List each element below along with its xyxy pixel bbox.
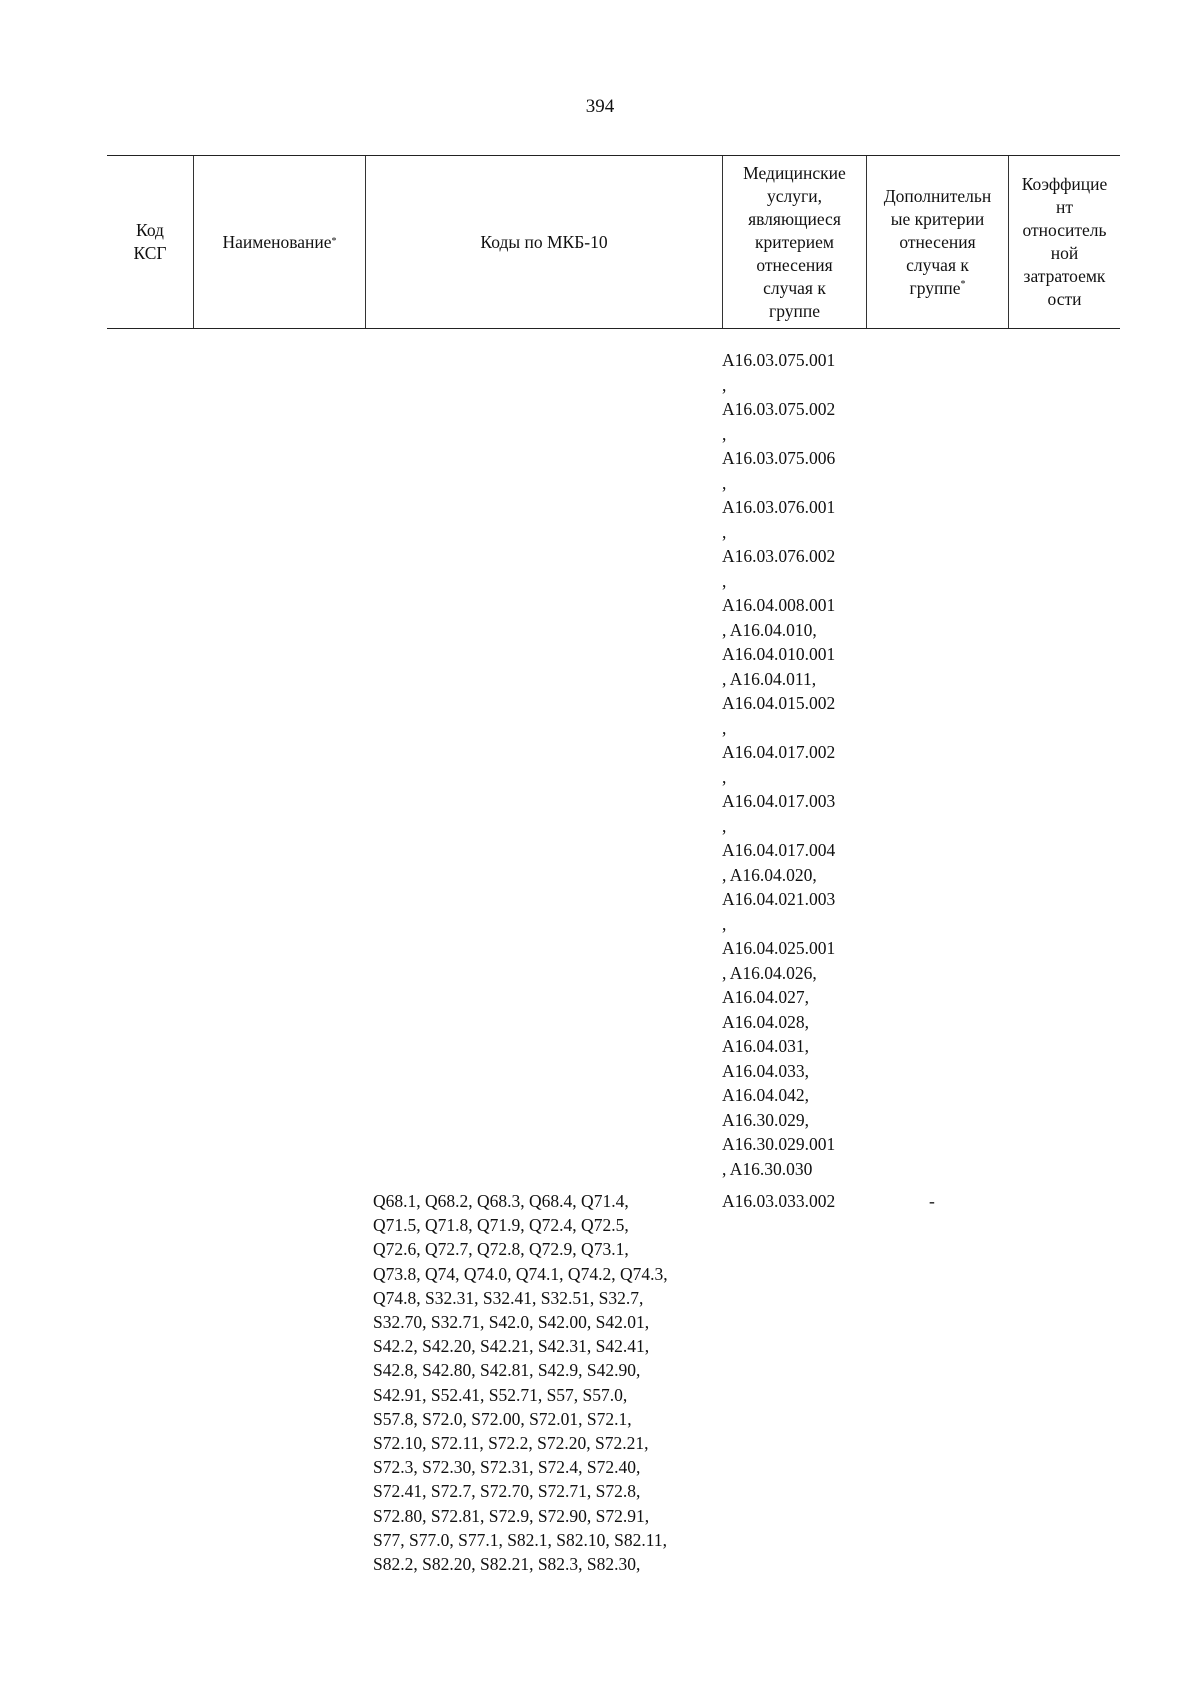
service-code-line: A16.04.042, (722, 1085, 810, 1105)
service-code-line: , (722, 472, 727, 493)
mkb-code-line: Q73.8, Q74, Q74.0, Q74.1, Q74.2, Q74.3, (373, 1263, 668, 1284)
service-code-line: , A16.30.030 (722, 1158, 813, 1179)
header-additional-criteria-line: ые критерии (890, 208, 985, 229)
service-code-line: A16.04.025.001 (722, 938, 836, 958)
service-code-line: , A16.04.011, (722, 668, 817, 689)
header-name: Наименование * (193, 156, 365, 328)
header-additional-criteria-line: группе* (909, 277, 966, 298)
mkb-code-line: Q68.1, Q68.2, Q68.3, Q68.4, Q71.4, (373, 1191, 629, 1211)
service-code-line: A16.03.075.006 (722, 448, 836, 468)
mkb-code-line: S72.41, S72.7, S72.70, S72.71, S72.8, (373, 1481, 641, 1502)
mkb-code-line: S57.8, S72.0, S72.00, S72.01, S72.1, (373, 1408, 632, 1429)
service-code-line: A16.04.033, (722, 1060, 810, 1081)
mkb-code-line: S82.2, S82.20, S82.21, S82.3, S82.30, (373, 1554, 641, 1575)
mkb-code-line: Q71.5, Q71.8, Q71.9, Q72.4, Q72.5, (373, 1215, 629, 1236)
header-medical-services-line: Медицинские (743, 162, 846, 183)
service-code-line: A16.04.017.003 (722, 791, 836, 811)
service-code-line: A16.03.076.001 (722, 497, 836, 517)
service-code-line: A16.04.010.001 (722, 644, 836, 664)
footnote-mark: * (960, 278, 966, 290)
service-code-line: A16.03.075.002 (722, 399, 836, 419)
header-cost-coefficient-line: ости (1047, 289, 1082, 309)
mkb-code-line: S32.70, S32.71, S42.0, S42.00, S42.01, (373, 1312, 650, 1333)
service-code-line: A16.03.075.001 (722, 350, 836, 370)
service-code-line: , (722, 423, 727, 444)
service-code-line: A16.04.008.001 (722, 595, 836, 615)
header-medical-services (722, 156, 866, 328)
mkb-code-line: S72.10, S72.11, S72.2, S72.20, S72.21, (373, 1433, 649, 1454)
mkb-code-line: Q72.6, Q72.7, Q72.8, Q72.9, Q73.1, (373, 1239, 629, 1260)
service-code-line: A16.30.029, (722, 1109, 810, 1130)
service-code-line: , (722, 913, 727, 934)
mkb-code-line: S42.2, S42.20, S42.21, S42.31, S42.41, (373, 1336, 650, 1357)
header-ksg-code-line: Код (136, 220, 164, 240)
header-additional-criteria-line: Дополнительн (883, 185, 992, 206)
header-additional-criteria (866, 156, 1008, 328)
mkb-code-line: S77, S77.0, S77.1, S82.1, S82.10, S82.11, (373, 1529, 667, 1550)
header-medical-services-line: отнесения (756, 254, 833, 275)
service-code-line: A16.04.017.004 (722, 840, 836, 860)
header-medical-services-line: являющиеся (748, 208, 841, 229)
header-mkb-codes: Коды по МКБ-10 (365, 156, 722, 328)
service-code-line: , A16.04.010, (722, 619, 817, 640)
header-name-label: Наименование (222, 231, 332, 252)
mkb-code-line: S42.91, S52.41, S52.71, S57, S57.0, (373, 1384, 628, 1405)
service-code-line: , (722, 717, 727, 738)
header-ksg-code (107, 156, 193, 328)
header-medical-services-line: критерием (754, 231, 834, 252)
service-code-line: , (722, 374, 727, 395)
header-medical-services-line: случая к (763, 277, 826, 298)
row2-medical-service: A16.03.033.002 (722, 1191, 836, 1211)
header-cost-coefficient-line: затратоемк (1023, 266, 1106, 286)
header-medical-services-line: услуги, (767, 185, 822, 206)
header-cost-coefficient-line: относитель (1022, 220, 1107, 240)
header-ksg-code-line: КСГ (133, 243, 167, 263)
mkb-code-line: S42.8, S42.80, S42.81, S42.9, S42.90, (373, 1360, 641, 1381)
service-code-line: , A16.04.020, (722, 864, 817, 885)
table-header (107, 155, 1120, 329)
header-cost-coefficient (1008, 156, 1120, 328)
service-code-line: , (722, 570, 727, 591)
header-cost-coefficient-line: Коэффицие (1021, 174, 1108, 194)
row1-medical-services (722, 348, 872, 1181)
service-code-line: A16.04.028, (722, 1011, 810, 1032)
service-code-line: A16.04.017.002 (722, 742, 836, 762)
header-medical-services-line: группе (769, 300, 820, 321)
service-code-line: , A16.04.026, (722, 962, 817, 983)
service-code-line: A16.04.031, (722, 1036, 810, 1056)
service-code-line: , (722, 815, 727, 836)
service-code-line: A16.30.029.001 (722, 1134, 836, 1154)
service-code-line: A16.04.021.003 (722, 889, 836, 909)
page-number: 394 (585, 96, 615, 117)
mkb-code-line: S72.3, S72.30, S72.31, S72.4, S72.40, (373, 1457, 641, 1478)
header-additional-criteria-line: случая к (906, 254, 969, 275)
service-code-line: , (722, 521, 727, 542)
row2-additional-criteria: - (929, 1191, 935, 1211)
service-code-line: A16.03.076.002 (722, 546, 836, 566)
service-code-line: A16.04.015.002 (722, 693, 836, 713)
mkb-code-line: S72.80, S72.81, S72.9, S72.90, S72.91, (373, 1505, 650, 1526)
mkb-code-line: Q74.8, S32.31, S32.41, S32.51, S32.7, (373, 1287, 644, 1308)
header-additional-criteria-line: отнесения (899, 231, 976, 252)
service-code-line: A16.04.027, (722, 987, 810, 1007)
header-cost-coefficient-line: ной (1050, 243, 1079, 263)
service-code-line: , (722, 766, 727, 787)
row2-mkb-codes (373, 1189, 713, 1576)
header-cost-coefficient-line: нт (1055, 197, 1073, 217)
